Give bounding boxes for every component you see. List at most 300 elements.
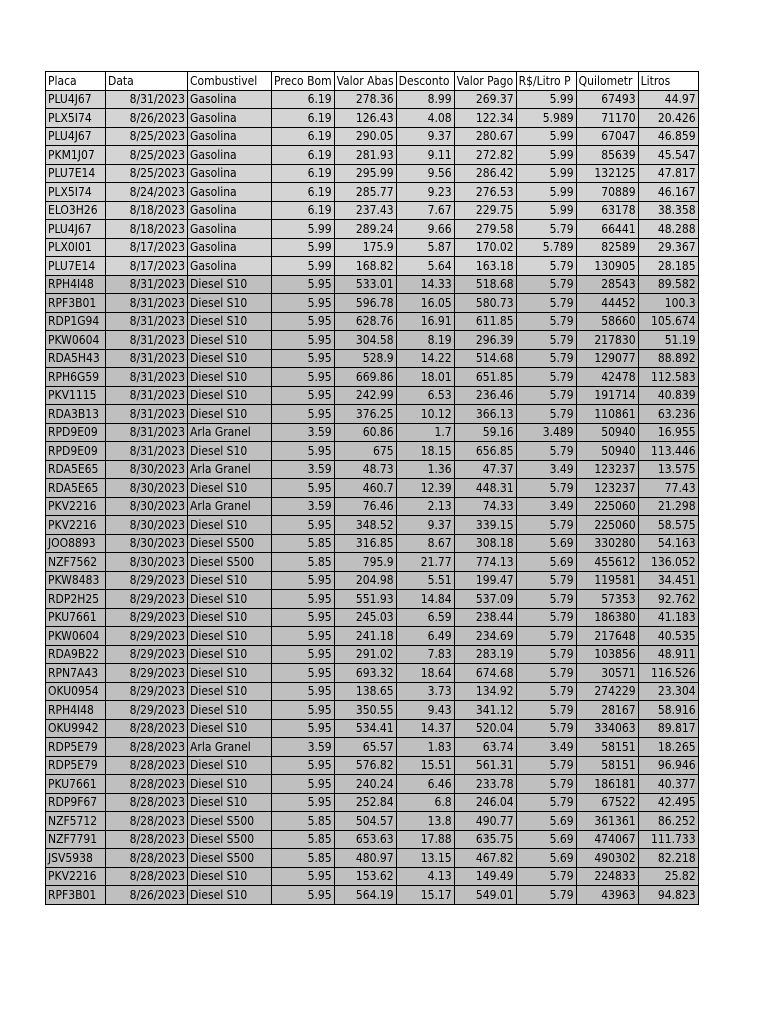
table-cell[interactable]: 330280 — [576, 534, 638, 553]
table-cell[interactable]: 8/30/2023 — [106, 497, 188, 516]
table-cell[interactable]: 774.13 — [454, 553, 516, 572]
table-cell[interactable]: 628.76 — [334, 312, 396, 331]
table-cell[interactable]: 5.79 — [516, 886, 576, 905]
table-cell[interactable]: 304.58 — [334, 331, 396, 350]
table-cell[interactable]: Diesel S10 — [188, 775, 272, 794]
table-cell[interactable]: 8.19 — [396, 331, 454, 350]
table-cell[interactable]: Diesel S10 — [188, 590, 272, 609]
table-cell[interactable]: 474067 — [576, 830, 638, 849]
table-cell[interactable]: 549.01 — [454, 886, 516, 905]
table-cell[interactable]: 76.46 — [334, 497, 396, 516]
table-cell[interactable]: 5.99 — [272, 220, 335, 239]
column-header[interactable]: Preco Bom — [272, 72, 335, 91]
table-cell[interactable]: 348.52 — [334, 516, 396, 535]
table-cell[interactable]: PKW8483 — [46, 571, 106, 590]
table-cell[interactable]: RPF3B01 — [46, 294, 106, 313]
table-cell[interactable]: 674.68 — [454, 664, 516, 683]
table-cell[interactable]: 82.218 — [638, 849, 698, 868]
table-cell[interactable]: 74.33 — [454, 497, 516, 516]
table-cell[interactable]: 8/25/2023 — [106, 127, 188, 146]
table-cell[interactable]: 8/30/2023 — [106, 479, 188, 498]
table-cell[interactable]: 149.49 — [454, 867, 516, 886]
table-cell[interactable]: 490302 — [576, 849, 638, 868]
table-cell[interactable]: 6.49 — [396, 627, 454, 646]
table-cell[interactable]: RDA5E65 — [46, 460, 106, 479]
table-cell[interactable]: 276.53 — [454, 183, 516, 202]
table-cell[interactable]: 8/31/2023 — [106, 90, 188, 109]
table-cell[interactable]: 580.73 — [454, 294, 516, 313]
table-cell[interactable]: 5.79 — [516, 386, 576, 405]
table-cell[interactable]: 240.24 — [334, 775, 396, 794]
table-cell[interactable]: 8/31/2023 — [106, 294, 188, 313]
table-cell[interactable]: 18.64 — [396, 664, 454, 683]
table-cell[interactable]: 59.16 — [454, 423, 516, 442]
table-cell[interactable]: 186380 — [576, 608, 638, 627]
column-header[interactable]: Valor Abas — [334, 72, 396, 91]
table-cell[interactable]: 8/26/2023 — [106, 886, 188, 905]
table-cell[interactable]: 1.7 — [396, 423, 454, 442]
table-cell[interactable]: 5.95 — [272, 275, 335, 294]
table-cell[interactable]: 85639 — [576, 146, 638, 165]
table-cell[interactable]: 13.15 — [396, 849, 454, 868]
table-cell[interactable]: 5.95 — [272, 331, 335, 350]
table-cell[interactable]: 334063 — [576, 719, 638, 738]
table-cell[interactable]: Diesel S500 — [188, 534, 272, 553]
table-cell[interactable]: PKW0604 — [46, 627, 106, 646]
table-cell[interactable]: 635.75 — [454, 830, 516, 849]
table-cell[interactable]: 3.49 — [516, 738, 576, 757]
table-cell[interactable]: 5.99 — [516, 164, 576, 183]
table-cell[interactable]: JOO8893 — [46, 534, 106, 553]
table-cell[interactable]: 269.37 — [454, 90, 516, 109]
table-cell[interactable]: 6.19 — [272, 164, 335, 183]
table-cell[interactable]: 229.75 — [454, 201, 516, 220]
table-cell[interactable]: Diesel S10 — [188, 627, 272, 646]
table-cell[interactable]: 119581 — [576, 571, 638, 590]
table-cell[interactable]: Gasolina — [188, 183, 272, 202]
table-cell[interactable]: 63.236 — [638, 405, 698, 424]
table-cell[interactable]: 8/28/2023 — [106, 793, 188, 812]
table-cell[interactable]: Gasolina — [188, 109, 272, 128]
table-cell[interactable]: 45.547 — [638, 146, 698, 165]
table-cell[interactable]: 5.79 — [516, 405, 576, 424]
table-cell[interactable]: 5.95 — [272, 312, 335, 331]
table-cell[interactable]: 170.02 — [454, 238, 516, 257]
table-cell[interactable]: 58660 — [576, 312, 638, 331]
table-cell[interactable]: Diesel S500 — [188, 849, 272, 868]
table-cell[interactable]: 5.79 — [516, 257, 576, 276]
table-cell[interactable]: 533.01 — [334, 275, 396, 294]
table-cell[interactable]: 9.37 — [396, 127, 454, 146]
table-cell[interactable]: 350.55 — [334, 701, 396, 720]
table-cell[interactable]: RPN7A43 — [46, 664, 106, 683]
table-cell[interactable]: 116.526 — [638, 664, 698, 683]
table-cell[interactable]: RDA5E65 — [46, 479, 106, 498]
table-cell[interactable]: Diesel S10 — [188, 664, 272, 683]
table-cell[interactable]: Gasolina — [188, 127, 272, 146]
table-cell[interactable]: 241.18 — [334, 627, 396, 646]
table-cell[interactable]: 58.575 — [638, 516, 698, 535]
table-cell[interactable]: 8/31/2023 — [106, 405, 188, 424]
table-cell[interactable]: 47.37 — [454, 460, 516, 479]
table-cell[interactable]: 57353 — [576, 590, 638, 609]
table-cell[interactable]: 25.82 — [638, 867, 698, 886]
table-cell[interactable]: 5.85 — [272, 534, 335, 553]
table-cell[interactable]: Diesel S10 — [188, 719, 272, 738]
table-cell[interactable]: Gasolina — [188, 220, 272, 239]
table-cell[interactable]: 8/31/2023 — [106, 368, 188, 387]
table-cell[interactable]: 100.3 — [638, 294, 698, 313]
table-cell[interactable]: 5.95 — [272, 719, 335, 738]
table-cell[interactable]: RPD9E09 — [46, 442, 106, 461]
table-cell[interactable]: 112.583 — [638, 368, 698, 387]
table-cell[interactable]: 132125 — [576, 164, 638, 183]
table-cell[interactable]: 5.87 — [396, 238, 454, 257]
table-cell[interactable]: 204.98 — [334, 571, 396, 590]
table-cell[interactable]: 274229 — [576, 682, 638, 701]
table-cell[interactable]: 5.79 — [516, 368, 576, 387]
table-cell[interactable]: 5.95 — [272, 664, 335, 683]
table-cell[interactable]: Diesel S10 — [188, 294, 272, 313]
table-cell[interactable]: 290.05 — [334, 127, 396, 146]
table-cell[interactable]: RDA5H43 — [46, 349, 106, 368]
table-cell[interactable]: PLU4J67 — [46, 127, 106, 146]
column-header[interactable]: Valor Pago — [454, 72, 516, 91]
table-cell[interactable]: 50940 — [576, 423, 638, 442]
table-cell[interactable]: 16.91 — [396, 312, 454, 331]
table-cell[interactable]: 280.67 — [454, 127, 516, 146]
table-cell[interactable]: 224833 — [576, 867, 638, 886]
table-cell[interactable]: 126.43 — [334, 109, 396, 128]
table-cell[interactable]: Diesel S10 — [188, 701, 272, 720]
table-cell[interactable]: RDA3B13 — [46, 405, 106, 424]
table-cell[interactable]: 175.9 — [334, 238, 396, 257]
table-cell[interactable]: 225060 — [576, 516, 638, 535]
table-cell[interactable]: 15.51 — [396, 756, 454, 775]
table-cell[interactable]: 279.58 — [454, 220, 516, 239]
table-cell[interactable]: 46.167 — [638, 183, 698, 202]
table-cell[interactable]: 5.99 — [516, 183, 576, 202]
table-cell[interactable]: 5.64 — [396, 257, 454, 276]
table-cell[interactable]: 281.93 — [334, 146, 396, 165]
table-cell[interactable]: 8/17/2023 — [106, 238, 188, 257]
table-cell[interactable]: PKU7661 — [46, 608, 106, 627]
table-cell[interactable]: 16.05 — [396, 294, 454, 313]
table-cell[interactable]: 5.99 — [516, 127, 576, 146]
table-cell[interactable]: 5.85 — [272, 812, 335, 831]
table-cell[interactable]: 6.19 — [272, 201, 335, 220]
table-cell[interactable]: 252.84 — [334, 793, 396, 812]
table-cell[interactable]: 28.185 — [638, 257, 698, 276]
table-cell[interactable]: 67493 — [576, 90, 638, 109]
table-cell[interactable]: Gasolina — [188, 146, 272, 165]
table-cell[interactable]: 129077 — [576, 349, 638, 368]
table-cell[interactable]: 272.82 — [454, 146, 516, 165]
table-cell[interactable]: 2.13 — [396, 497, 454, 516]
table-cell[interactable]: 47.817 — [638, 164, 698, 183]
table-cell[interactable]: 6.19 — [272, 146, 335, 165]
table-cell[interactable]: 5.95 — [272, 405, 335, 424]
table-cell[interactable]: 5.95 — [272, 571, 335, 590]
table-cell[interactable]: 8/17/2023 — [106, 257, 188, 276]
table-cell[interactable]: 8/29/2023 — [106, 682, 188, 701]
table-cell[interactable]: 122.34 — [454, 109, 516, 128]
table-cell[interactable]: Diesel S10 — [188, 275, 272, 294]
table-cell[interactable]: PKV2216 — [46, 867, 106, 886]
table-cell[interactable]: 17.88 — [396, 830, 454, 849]
table-cell[interactable]: RDP5E79 — [46, 756, 106, 775]
table-cell[interactable]: 5.95 — [272, 386, 335, 405]
table-cell[interactable]: 77.43 — [638, 479, 698, 498]
table-cell[interactable]: 376.25 — [334, 405, 396, 424]
table-cell[interactable]: Gasolina — [188, 238, 272, 257]
table-cell[interactable]: 8/30/2023 — [106, 516, 188, 535]
table-cell[interactable]: 14.37 — [396, 719, 454, 738]
table-cell[interactable]: NZF7791 — [46, 830, 106, 849]
table-cell[interactable]: RDP9F67 — [46, 793, 106, 812]
table-cell[interactable]: 5.95 — [272, 756, 335, 775]
table-cell[interactable]: Diesel S10 — [188, 793, 272, 812]
table-cell[interactable]: Diesel S500 — [188, 553, 272, 572]
table-cell[interactable]: 28167 — [576, 701, 638, 720]
table-cell[interactable]: 18.265 — [638, 738, 698, 757]
table-cell[interactable]: OKU9942 — [46, 719, 106, 738]
table-cell[interactable]: 40.535 — [638, 627, 698, 646]
table-cell[interactable]: 5.69 — [516, 534, 576, 553]
table-cell[interactable]: RDP2H25 — [46, 590, 106, 609]
table-cell[interactable]: 48.73 — [334, 460, 396, 479]
table-cell[interactable]: 286.42 — [454, 164, 516, 183]
table-cell[interactable]: 186181 — [576, 775, 638, 794]
table-cell[interactable]: 34.451 — [638, 571, 698, 590]
table-cell[interactable]: 6.19 — [272, 127, 335, 146]
table-cell[interactable]: 8/28/2023 — [106, 830, 188, 849]
table-cell[interactable]: 82589 — [576, 238, 638, 257]
table-cell[interactable]: 123237 — [576, 460, 638, 479]
table-cell[interactable]: 576.82 — [334, 756, 396, 775]
table-cell[interactable]: 8/30/2023 — [106, 460, 188, 479]
table-cell[interactable]: 5.95 — [272, 775, 335, 794]
table-cell[interactable]: 58151 — [576, 738, 638, 757]
column-header[interactable]: Placa — [46, 72, 106, 91]
table-cell[interactable]: 8/29/2023 — [106, 645, 188, 664]
table-cell[interactable]: 6.53 — [396, 386, 454, 405]
table-cell[interactable]: 467.82 — [454, 849, 516, 868]
table-cell[interactable]: 5.79 — [516, 867, 576, 886]
table-cell[interactable]: 5.85 — [272, 830, 335, 849]
table-cell[interactable]: 105.674 — [638, 312, 698, 331]
table-cell[interactable]: 5.99 — [272, 257, 335, 276]
table-cell[interactable]: Gasolina — [188, 90, 272, 109]
table-cell[interactable]: 8.99 — [396, 90, 454, 109]
table-cell[interactable]: 191714 — [576, 386, 638, 405]
table-cell[interactable]: 490.77 — [454, 812, 516, 831]
table-cell[interactable]: 5.95 — [272, 590, 335, 609]
table-cell[interactable]: 3.59 — [272, 423, 335, 442]
table-cell[interactable]: 291.02 — [334, 645, 396, 664]
table-cell[interactable]: 111.733 — [638, 830, 698, 849]
table-cell[interactable]: 5.79 — [516, 479, 576, 498]
table-cell[interactable]: 316.85 — [334, 534, 396, 553]
table-cell[interactable]: 51.19 — [638, 331, 698, 350]
table-cell[interactable]: 5.95 — [272, 516, 335, 535]
table-cell[interactable]: RPF3B01 — [46, 886, 106, 905]
table-cell[interactable]: 7.67 — [396, 201, 454, 220]
table-cell[interactable]: 5.79 — [516, 645, 576, 664]
table-cell[interactable]: 5.95 — [272, 867, 335, 886]
table-cell[interactable]: 5.99 — [272, 238, 335, 257]
table-cell[interactable]: 16.955 — [638, 423, 698, 442]
table-cell[interactable]: 163.18 — [454, 257, 516, 276]
table-cell[interactable]: NZF5712 — [46, 812, 106, 831]
table-cell[interactable]: 5.95 — [272, 608, 335, 627]
table-cell[interactable]: 134.92 — [454, 682, 516, 701]
table-cell[interactable]: 8/31/2023 — [106, 349, 188, 368]
table-cell[interactable]: JSV5938 — [46, 849, 106, 868]
table-cell[interactable]: 5.79 — [516, 775, 576, 794]
table-cell[interactable]: 58151 — [576, 756, 638, 775]
table-cell[interactable]: 561.31 — [454, 756, 516, 775]
table-cell[interactable]: 504.57 — [334, 812, 396, 831]
table-cell[interactable]: Diesel S10 — [188, 349, 272, 368]
table-cell[interactable]: 341.12 — [454, 701, 516, 720]
table-cell[interactable]: 8/24/2023 — [106, 183, 188, 202]
table-cell[interactable]: 5.95 — [272, 294, 335, 313]
table-cell[interactable]: RPD9E09 — [46, 423, 106, 442]
table-cell[interactable]: 5.79 — [516, 664, 576, 683]
table-cell[interactable]: 5.79 — [516, 756, 576, 775]
table-cell[interactable]: 5.79 — [516, 571, 576, 590]
table-cell[interactable]: 5.69 — [516, 849, 576, 868]
table-cell[interactable]: 8/26/2023 — [106, 109, 188, 128]
table-cell[interactable]: 8/31/2023 — [106, 312, 188, 331]
table-cell[interactable]: 3.59 — [272, 497, 335, 516]
table-cell[interactable]: 3.49 — [516, 497, 576, 516]
table-cell[interactable]: PLU4J67 — [46, 220, 106, 239]
table-cell[interactable]: 6.19 — [272, 109, 335, 128]
table-cell[interactable]: 5.69 — [516, 553, 576, 572]
table-cell[interactable]: 4.13 — [396, 867, 454, 886]
column-header[interactable]: Quilometr — [576, 72, 638, 91]
table-cell[interactable]: 611.85 — [454, 312, 516, 331]
table-cell[interactable]: NZF7562 — [46, 553, 106, 572]
table-cell[interactable]: 5.95 — [272, 701, 335, 720]
table-cell[interactable]: 242.99 — [334, 386, 396, 405]
table-cell[interactable]: Diesel S10 — [188, 479, 272, 498]
table-cell[interactable]: 21.77 — [396, 553, 454, 572]
table-cell[interactable]: 40.377 — [638, 775, 698, 794]
table-cell[interactable]: 8/29/2023 — [106, 701, 188, 720]
table-cell[interactable]: Arla Granel — [188, 423, 272, 442]
table-cell[interactable]: 94.823 — [638, 886, 698, 905]
table-cell[interactable]: 5.95 — [272, 368, 335, 387]
table-cell[interactable]: 123237 — [576, 479, 638, 498]
table-cell[interactable]: 278.36 — [334, 90, 396, 109]
table-cell[interactable]: PLU7E14 — [46, 257, 106, 276]
table-cell[interactable]: 5.85 — [272, 849, 335, 868]
table-cell[interactable]: 5.99 — [516, 90, 576, 109]
table-cell[interactable]: 5.79 — [516, 442, 576, 461]
table-cell[interactable]: 3.49 — [516, 460, 576, 479]
table-cell[interactable]: 5.79 — [516, 793, 576, 812]
table-cell[interactable]: 795.9 — [334, 553, 396, 572]
table-cell[interactable]: Diesel S10 — [188, 442, 272, 461]
table-cell[interactable]: 564.19 — [334, 886, 396, 905]
table-cell[interactable]: 9.43 — [396, 701, 454, 720]
table-cell[interactable]: 138.65 — [334, 682, 396, 701]
table-cell[interactable]: 520.04 — [454, 719, 516, 738]
table-cell[interactable]: PLU7E14 — [46, 164, 106, 183]
table-cell[interactable]: Diesel S10 — [188, 571, 272, 590]
table-cell[interactable]: 225060 — [576, 497, 638, 516]
table-cell[interactable]: 5.789 — [516, 238, 576, 257]
table-cell[interactable]: RPH4I48 — [46, 275, 106, 294]
table-cell[interactable]: 44452 — [576, 294, 638, 313]
table-cell[interactable]: 58.916 — [638, 701, 698, 720]
table-cell[interactable]: 8/29/2023 — [106, 627, 188, 646]
table-cell[interactable]: Diesel S10 — [188, 645, 272, 664]
table-cell[interactable]: 136.052 — [638, 553, 698, 572]
table-cell[interactable]: 237.43 — [334, 201, 396, 220]
table-cell[interactable]: 89.817 — [638, 719, 698, 738]
table-cell[interactable]: RDP5E79 — [46, 738, 106, 757]
table-cell[interactable]: RPH4I48 — [46, 701, 106, 720]
table-cell[interactable]: 70889 — [576, 183, 638, 202]
table-cell[interactable]: 5.95 — [272, 349, 335, 368]
table-cell[interactable]: 6.19 — [272, 90, 335, 109]
table-cell[interactable]: 366.13 — [454, 405, 516, 424]
table-cell[interactable]: 5.95 — [272, 442, 335, 461]
table-cell[interactable]: 234.69 — [454, 627, 516, 646]
table-cell[interactable]: 199.47 — [454, 571, 516, 590]
table-cell[interactable]: 8/28/2023 — [106, 756, 188, 775]
table-cell[interactable]: 3.59 — [272, 738, 335, 757]
table-cell[interactable]: 8/28/2023 — [106, 849, 188, 868]
table-cell[interactable]: 89.582 — [638, 275, 698, 294]
table-cell[interactable]: 14.22 — [396, 349, 454, 368]
table-cell[interactable]: 3.489 — [516, 423, 576, 442]
table-cell[interactable]: Diesel S500 — [188, 812, 272, 831]
table-cell[interactable]: 5.95 — [272, 645, 335, 664]
table-cell[interactable]: 21.298 — [638, 497, 698, 516]
table-cell[interactable]: 8/18/2023 — [106, 220, 188, 239]
table-cell[interactable]: 656.85 — [454, 442, 516, 461]
table-cell[interactable]: 653.63 — [334, 830, 396, 849]
table-cell[interactable]: 10.12 — [396, 405, 454, 424]
column-header[interactable]: Combustivel — [188, 72, 272, 91]
table-cell[interactable]: 63.74 — [454, 738, 516, 757]
table-cell[interactable]: 6.59 — [396, 608, 454, 627]
table-cell[interactable]: 63178 — [576, 201, 638, 220]
table-cell[interactable]: 103856 — [576, 645, 638, 664]
table-cell[interactable]: Arla Granel — [188, 497, 272, 516]
table-cell[interactable]: PKV2216 — [46, 497, 106, 516]
table-cell[interactable]: 8/29/2023 — [106, 571, 188, 590]
table-cell[interactable]: 455612 — [576, 553, 638, 572]
table-cell[interactable]: 113.446 — [638, 442, 698, 461]
table-cell[interactable]: 5.79 — [516, 349, 576, 368]
table-cell[interactable]: 5.69 — [516, 812, 576, 831]
table-cell[interactable]: 30571 — [576, 664, 638, 683]
table-cell[interactable]: Diesel S10 — [188, 756, 272, 775]
table-cell[interactable]: 7.83 — [396, 645, 454, 664]
table-cell[interactable]: ELO3H26 — [46, 201, 106, 220]
table-cell[interactable]: 5.79 — [516, 220, 576, 239]
table-cell[interactable]: Gasolina — [188, 164, 272, 183]
table-cell[interactable]: PKW0604 — [46, 331, 106, 350]
table-cell[interactable]: Gasolina — [188, 201, 272, 220]
table-cell[interactable]: 18.15 — [396, 442, 454, 461]
